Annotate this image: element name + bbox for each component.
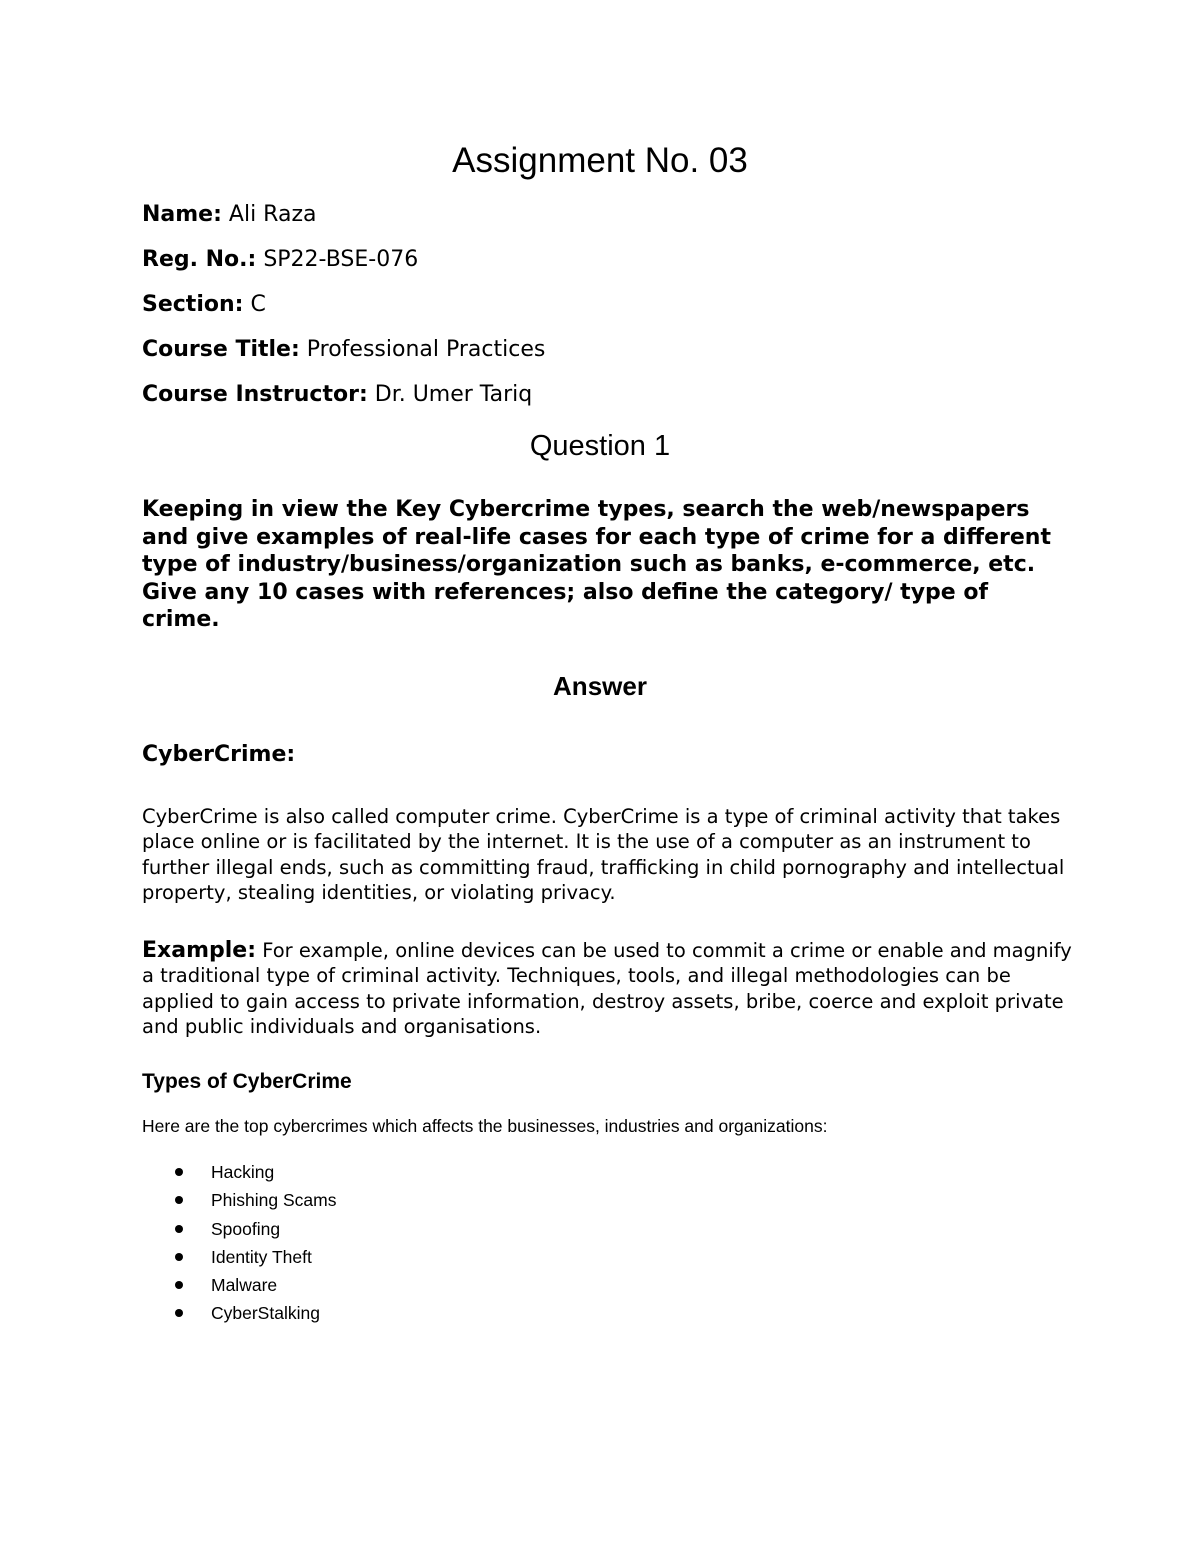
question-text: Keeping in view the Key Cybercrime types, search the web/newspapers and give examples of real-life cases for each type of crime for a different type of industry/business/organization such as banks, e-commerce, etc. Give any 10 cases with references; also define the category/ type of crime. (142, 497, 1051, 632)
info-section-value: C (250, 292, 266, 317)
info-course-title-label: Course Title: (142, 337, 300, 362)
cybercrime-heading: CyberCrime: (142, 742, 296, 767)
info-section (142, 290, 266, 320)
info-reg-no-label: Reg. No.: (142, 247, 257, 272)
bullet-icon (175, 1253, 183, 1261)
info-course-title (142, 335, 545, 365)
example-paragraph (142, 938, 1072, 1039)
list-item-label: Malware (211, 1275, 278, 1296)
answer-heading: Answer (553, 671, 647, 701)
bullet-icon (175, 1281, 183, 1289)
info-course-instructor (142, 380, 532, 410)
info-reg-no-value: SP22-BSE-076 (263, 247, 419, 272)
list-item-label: CyberStalking (211, 1303, 320, 1324)
list-item-label: Phishing Scams (211, 1190, 337, 1211)
info-course-instructor-value: Dr. Umer Tariq (374, 382, 533, 407)
document-title: Assignment No. 03 (452, 141, 748, 180)
info-course-instructor-label: Course Instructor: (142, 382, 368, 407)
list-item-label: Spoofing (211, 1218, 281, 1239)
example-text: For example, online devices can be used to commit a crime or enable and magnify a traditional type of criminal activity. Techniques, tools, and illegal methodologies can be applied to gain access to private information, destroy assets, bribe, coerce and exploit private and public individuals and organisations. (142, 939, 1072, 1038)
bullet-icon (175, 1168, 183, 1176)
types-intro: Here are the top cybercrimes which affects the businesses, industries and organizations: (142, 1116, 828, 1136)
question-heading: Question 1 (529, 430, 671, 462)
list-item-label: Hacking (211, 1162, 275, 1182)
definition-paragraph: CyberCrime is also called computer crime. CyberCrime is a type of criminal activity that takes place online or is facilitated by the internet. It is the use of a computer as an instrument to further illegal ends, such as committing fraud, trafficking in child pornography and intellectual property, stealing identities, or violating privacy. (142, 805, 1065, 904)
info-name-value: Ali Raza (228, 202, 317, 227)
info-name-label: Name: (142, 202, 222, 227)
types-heading: Types of CyberCrime (142, 1070, 352, 1093)
info-course-title-value: Professional Practices (306, 337, 546, 362)
bullet-icon (175, 1309, 183, 1317)
bullet-icon (175, 1225, 183, 1233)
bullet-icon (175, 1196, 183, 1204)
info-name (142, 200, 317, 230)
info-reg-no (142, 245, 418, 275)
info-section-label: Section: (142, 292, 244, 317)
list-item-label: Identity Theft (211, 1246, 312, 1267)
example-label: Example: (142, 938, 256, 963)
